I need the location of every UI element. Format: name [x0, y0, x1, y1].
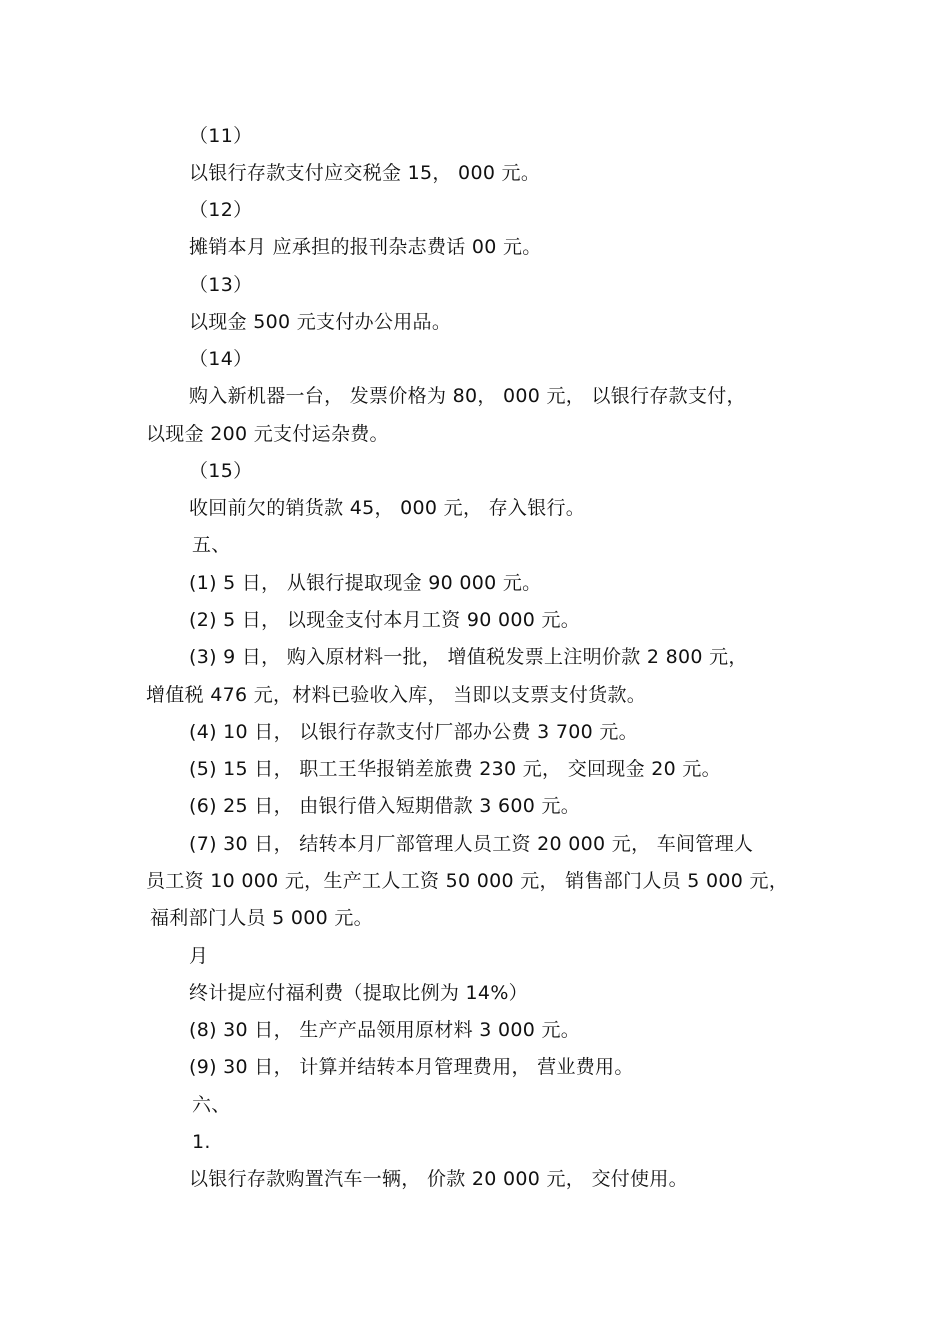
text-line: 购入新机器一台， 发票价格为 80， 000 元， 以银行存款支付， [189, 385, 746, 407]
text-line: 以银行存款购置汽车一辆， 价款 20 000 元， 交付使用。 [189, 1168, 688, 1190]
text-line: （12） [189, 199, 253, 221]
text-line: （15） [189, 460, 253, 482]
text-line: 以现金 500 元支付办公用品。 [189, 311, 452, 333]
section-heading: 五、 [192, 534, 231, 556]
text-line: 以现金 200 元支付运杂费。 [146, 423, 389, 445]
text-line: (2) 5 日， 以现金支付本月工资 90 000 元。 [189, 609, 581, 631]
text-line: 员工资 10 000 元，生产工人工资 50 000 元， 销售部门人员 5 000 元， [146, 870, 789, 892]
text-line: 摊销本月 应承担的报刊杂志费话 00 元。 [189, 236, 542, 258]
text-line: 福利部门人员 5 000 元。 [150, 907, 373, 929]
text-line: 1. [192, 1131, 211, 1153]
text-line: （13） [189, 274, 253, 296]
text-line: (9) 30 日， 计算并结转本月管理费用， 营业费用。 [189, 1056, 634, 1078]
text-line: 月 [189, 945, 209, 967]
text-line: (1) 5 日， 从银行提取现金 90 000 元。 [189, 572, 542, 594]
text-line: (6) 25 日， 由银行借入短期借款 3 600 元。 [189, 795, 581, 817]
text-line: 终计提应付福利费（提取比例为 14%） [189, 982, 528, 1004]
text-line: （11） [189, 125, 253, 147]
text-line: (5) 15 日， 职工王华报销差旅费 230 元， 交回现金 20 元。 [189, 758, 721, 780]
text-line: (4) 10 日， 以银行存款支付厂部办公费 3 700 元。 [189, 721, 638, 743]
text-line: 增值税 476 元，材料已验收入库， 当即以支票支付货款。 [146, 684, 647, 706]
text-line: (7) 30 日， 结转本月厂部管理人员工资 20 000 元， 车间管理人 [189, 833, 754, 855]
text-line: 收回前欠的销货款 45， 000 元， 存入银行。 [189, 497, 586, 519]
text-line: 以银行存款支付应交税金 15， 000 元。 [189, 162, 541, 184]
text-line: （14） [189, 348, 253, 370]
section-heading: 六、 [192, 1094, 231, 1116]
text-line: (8) 30 日， 生产产品领用原材料 3 000 元。 [189, 1019, 581, 1041]
text-line: (3) 9 日， 购入原材料一批， 增值税发票上注明价款 2 800 元， [189, 646, 748, 668]
